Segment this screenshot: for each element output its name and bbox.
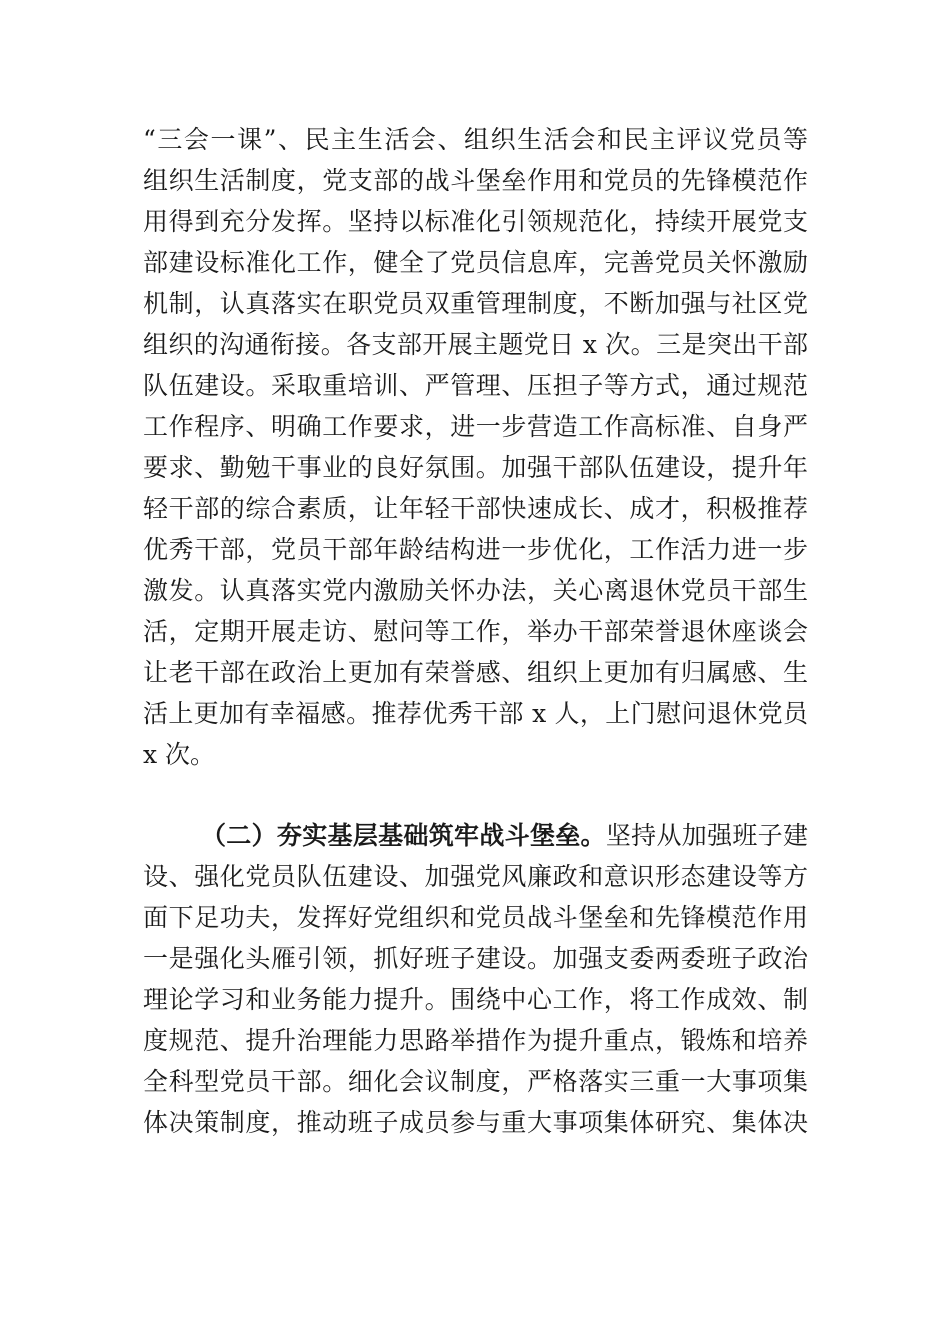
paragraph-line: 理论学习和业务能力提升。围绕中心工作，将工作成效、制 [143, 985, 808, 1014]
paragraph-line: 体决策制度，推动班子成员参与重大事项集体研究、集体决 [143, 1108, 808, 1137]
paragraph-1 [143, 119, 808, 775]
paragraph-line: 工作程序、明确工作要求，进一步营造工作高标准、自身严 [143, 412, 808, 441]
paragraph-line: 活上更加有幸福感。推荐优秀干部 x 人，上门慰问退休党员 [143, 699, 808, 728]
paragraph-line: 队伍建设。采取重培训、严管理、压担子等方式，通过规范 [143, 371, 808, 400]
paragraph-line: 全科型党员干部。细化会议制度，严格落实三重一大事项集 [143, 1067, 808, 1096]
paragraph-line: 轻干部的综合素质，让年轻干部快速成长、成才，积极推荐 [143, 494, 808, 523]
paragraph-2 [143, 815, 808, 1143]
paragraph-line-rest: 坚持从加强班子建 [605, 821, 808, 850]
paragraph-line: 组织生活制度，党支部的战斗堡垒作用和党员的先锋模范作 [143, 166, 808, 195]
paragraph-line: 机制，认真落实在职党员双重管理制度，不断加强与社区党 [143, 289, 808, 318]
paragraph-line: 用得到充分发挥。坚持以标准化引领规范化，持续开展党支 [143, 207, 808, 236]
paragraph-line: 度规范、提升治理能力思路举措作为提升重点，锻炼和培养 [143, 1026, 808, 1055]
paragraph-line: 部建设标准化工作，健全了党员信息库，完善党员关怀激励 [143, 248, 808, 277]
paragraph-line: 优秀干部，党员干部年龄结构进一步优化，工作活力进一步 [143, 535, 808, 564]
paragraph-line: “三会一课”、民主生活会、组织生活会和民主评议党员等 [143, 125, 808, 154]
paragraph-line: 要求、勤勉干事业的良好氛围。加强干部队伍建设，提升年 [143, 453, 808, 482]
paragraph-first-line [143, 815, 808, 856]
paragraph-line: x 次。 [143, 740, 216, 769]
paragraph-line: 一是强化头雁引领，抓好班子建设。加强支委两委班子政治 [143, 944, 808, 973]
paragraph-line: 组织的沟通衔接。各支部开展主题党日 x 次。三是突出干部 [143, 330, 808, 359]
paragraph-line: 面下足功夫，发挥好党组织和党员战斗堡垒和先锋模范作用 [143, 903, 808, 932]
paragraph-line: 让老干部在政治上更加有荣誉感、组织上更加有归属感、生 [143, 658, 808, 687]
paragraph-line: 活，定期开展走访、慰问等工作，举办干部荣誉退休座谈会 [143, 617, 808, 646]
paragraph-line: 设、强化党员队伍建设、加强党风廉政和意识形态建设等方 [143, 862, 808, 891]
section-heading: （二）夯实基层基础筑牢战斗堡垒。 [201, 821, 606, 850]
paragraph-line: 激发。认真落实党内激励关怀办法，关心离退休党员干部生 [143, 576, 808, 605]
